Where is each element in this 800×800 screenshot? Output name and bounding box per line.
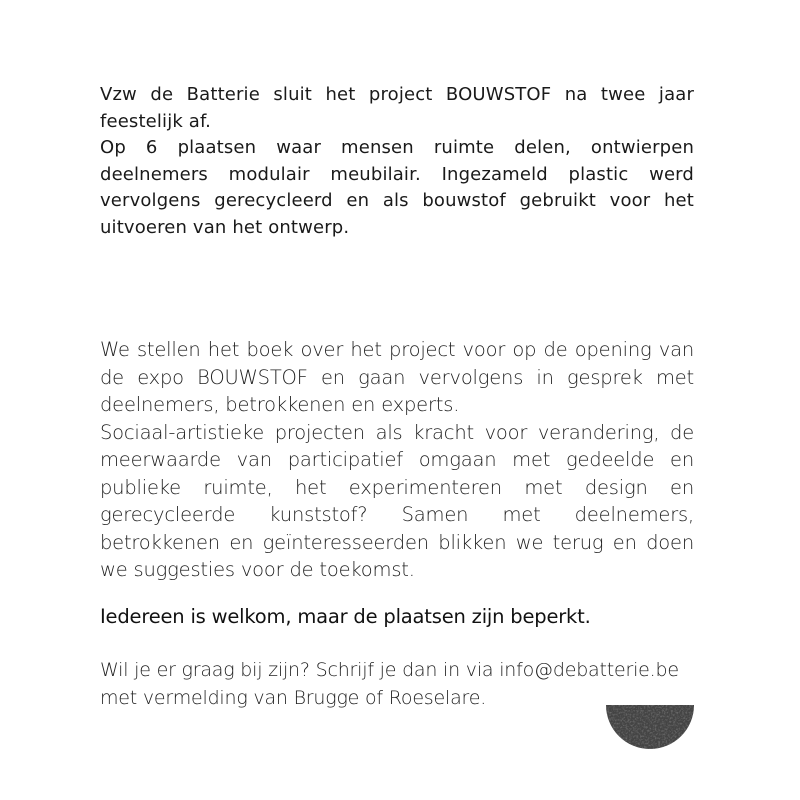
intro-line-2: Op 6 plaatsen waar mensen ruimte delen, ontwierpen deelnemers modulair meubilair. Ingezameld plastic werd vervolgens gerecycleerd en als bouwstof gebruikt voor het uitvoeren van het ontwerp. [100, 137, 694, 238]
event-description [100, 336, 694, 584]
intro-text [100, 82, 694, 241]
halfmoon-texture [606, 705, 694, 749]
intro-line-1: Vzw de Batterie sluit het project BOUWSTOF na twee jaar feestelijk af. [100, 84, 694, 132]
event-paragraph-1: We stellen het boek over het project voor op de opening van de expo BOUWSTOF en gaan vervolgens in gesprek met deelnemers, betrokkenen en experts. [100, 338, 694, 416]
contact-line-2: met vermelding van Brugge of Roeselare. [100, 686, 487, 709]
contact-line-1: Wil je er graag bij zijn? Schrijf je dan in via info@debatterie.be [100, 659, 679, 681]
contact-info [100, 657, 694, 712]
event-paragraph-2: Sociaal-artistieke projecten als kracht voor verandering, de meerwaarde van participatief omgaan met gedeelde en publieke ruimte, het experimenteren met design en gerecycleerde kunststof? Samen met deelnemers, betrokkenen en geïnteresseerden blikken we terug en doen we suggesties voor de toekomst. [100, 420, 694, 581]
recycled-plastic-halfmoon-icon [606, 705, 694, 749]
welcome-note: Iedereen is welkom, maar de plaatsen zijn beperkt. [100, 605, 591, 628]
